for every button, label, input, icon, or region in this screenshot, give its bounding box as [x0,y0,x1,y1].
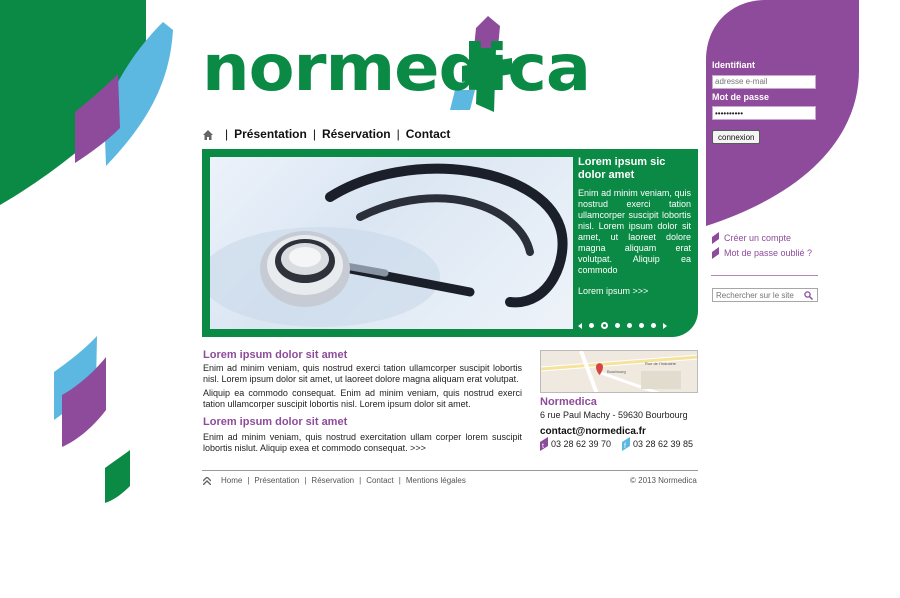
create-account-label: Créer un compte [724,233,792,243]
nav-item-reservation[interactable]: Réservation [321,127,391,141]
slide-body: Enim ad minim veniam, quis nostrud exerci tation ullamcorper suscipit lobortis nisl. Lorem ipsum dolor sit amet, ut laoreet dolore magna aliquam erat volutpat. Aliquip ea commodo [578,188,691,275]
fax-icon [622,437,630,451]
slide-dot-active[interactable] [601,322,608,329]
normedica-logo[interactable] [200,14,595,114]
phone-number-2-text: 03 28 62 39 85 [633,439,694,449]
nav-separator: | [312,127,316,141]
forgot-password-link[interactable] [712,247,812,259]
article-title[interactable]: Lorem ipsum dolor sit amet [203,349,348,361]
back-to-top-icon[interactable] [203,477,211,485]
slide-image-stethoscope [210,157,573,329]
sidebar-divider [711,275,818,276]
article-title[interactable]: Lorem ipsum dolor sit amet [203,416,348,428]
contact-email-link[interactable]: contact@normedica.fr [540,426,646,437]
forgot-password-label: Mot de passe oublié ? [724,248,813,258]
contact-name: Normedica [540,396,597,408]
footer-separator: | [304,476,307,485]
map-label-street: Rue de l'Industrie [645,361,677,366]
phone-icon [540,437,548,451]
phone-number-2 [622,437,693,451]
footer-link-contact[interactable]: Contact [366,476,394,485]
svg-text:t: t [542,443,544,450]
phone-number-1 [540,437,611,451]
article-paragraph: Aliquip ea commodo consequat. Enim ad minim veniam, quis nostrud exerci tation ullamcorper suscipit lobortis nisl. Lorem ipsum dolor sit amet. [203,388,522,409]
article-paragraph: Enim ad minim veniam, quis nostrud exercitation ullam corper lorem suscipit lobortis nislut. Aliquip exea et commodo consequat. >>> [203,432,522,453]
home-icon[interactable] [203,129,213,139]
decorative-shapes-left [0,0,180,510]
slide-dot[interactable] [589,323,594,328]
login-form [712,60,820,145]
create-account-link[interactable] [712,232,791,244]
nav-separator: | [225,127,229,141]
location-map[interactable] [540,350,698,393]
slide-prev-icon[interactable] [578,323,582,329]
slide-next-icon[interactable] [663,323,667,329]
svg-text:f: f [624,443,626,450]
slide-pagination [578,322,667,329]
slide-dot[interactable] [639,323,644,328]
footer-link-reservation[interactable]: Réservation [311,476,355,485]
footer-navigation [203,476,466,485]
email-input[interactable] [712,75,816,89]
footer-separator: | [398,476,401,485]
nav-item-contact[interactable]: Contact [405,127,451,141]
slide-dot[interactable] [615,323,620,328]
logo-text: normedica [202,32,590,106]
top-navigation [203,127,450,141]
phone-number-1-text: 03 28 62 39 70 [551,439,612,449]
featured-slider [202,149,698,337]
footer-divider [202,470,698,471]
slide-dot[interactable] [627,323,632,328]
password-input[interactable] [712,106,816,120]
map-label-town: Bourbourg [607,369,626,374]
article-paragraph: Enim ad minim veniam, quis nostrud exerci tation ullamcorper suscipit lobortis nisl. Lorem ipsum dolor sit amet, ut laoreet dolore magna aliquam erat volutpat. [203,363,522,384]
password-label: Mot de passe [712,91,770,102]
nav-item-presentation[interactable]: Présentation [234,127,307,141]
footer-link-home[interactable]: Home [221,476,243,485]
slide-read-more-link[interactable]: Lorem ipsum >>> [578,286,649,296]
footer-separator: | [359,476,362,485]
slide-dot[interactable] [651,323,656,328]
site-search [712,288,818,302]
identifier-label: Identifiant [712,60,755,70]
slide-title: Lorem ipsum sic dolor amet [578,156,666,181]
search-icon[interactable] [801,289,815,301]
footer-copyright: © 2013 Normedica [630,476,697,485]
contact-address: 6 rue Paul Machy - 59630 Bourbourg [540,410,688,420]
slide-caption [578,156,691,296]
bullet-leaf-icon [712,247,719,259]
login-button[interactable]: connexion [712,130,760,144]
bullet-leaf-icon [712,232,719,244]
footer-link-presentation[interactable]: Présentation [254,476,300,485]
footer-link-legal[interactable]: Mentions légales [405,476,466,485]
footer-separator: | [247,476,250,485]
search-input[interactable] [713,289,801,301]
nav-separator: | [396,127,400,141]
